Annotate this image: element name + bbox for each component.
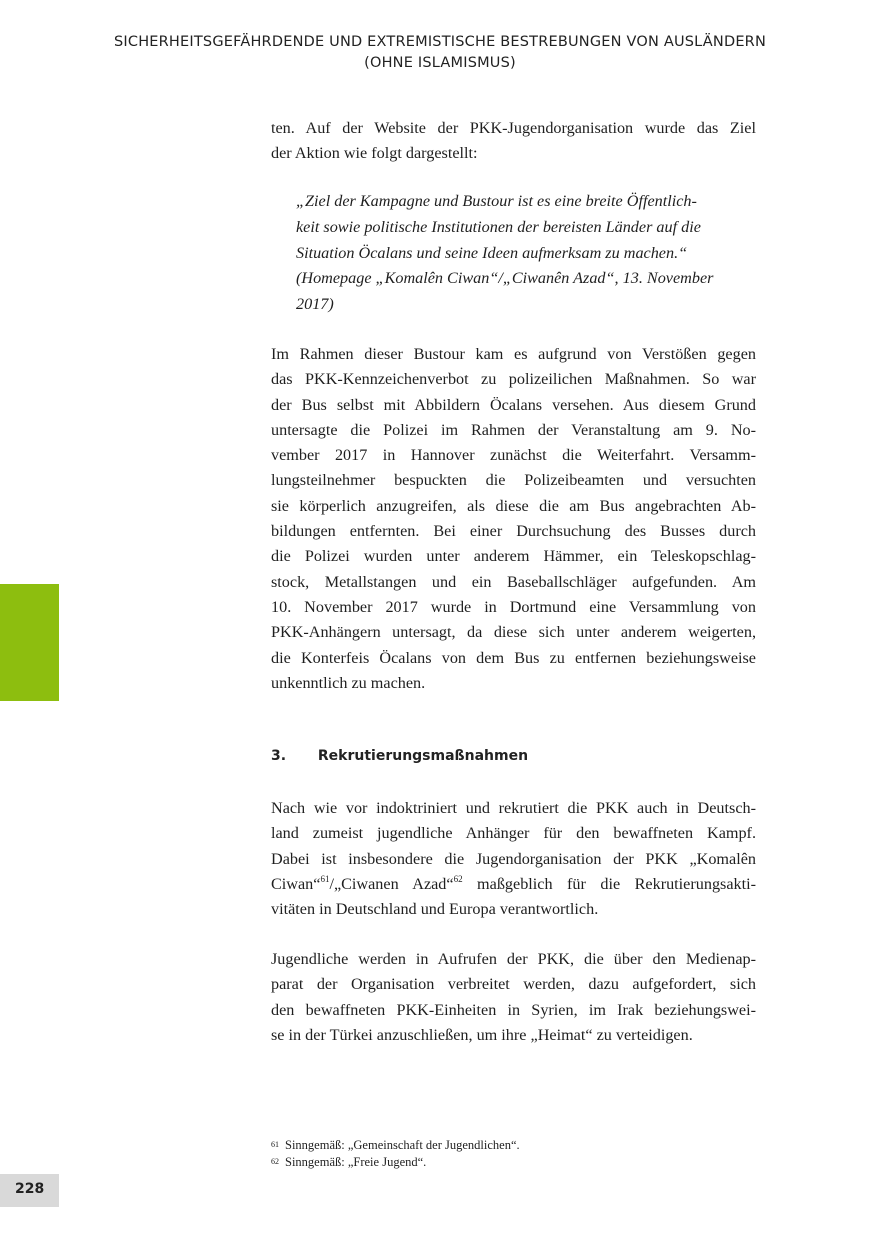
section-number: 3. [271,748,287,764]
text-line: untersagte die Polizei im Rahmen der Veranstaltung am 9. No- [271,420,756,439]
text-line: sie körperlich anzugreifen, als diese die am Bus angebrachten Ab- [271,496,756,515]
footnote-61 [271,1137,756,1154]
text-line: der Aktion wie folgt dargestellt: [271,144,478,163]
text-line: parat der Organisation verbreitet werden, dazu aufgefordert, sich [271,975,756,994]
section-title: Rekrutierungsmaßnahmen [317,748,529,764]
running-header-line1: SICHERHEITSGEFÄHRDENDE UND EXTREMISTISCHE BESTREBUNGEN VON AUSLÄNDERN [113,34,767,50]
footnote-mark: 61 [271,1140,279,1149]
footnote-text: Sinngemäß: „Freie Jugend“. [285,1155,427,1169]
text-line: lungsteilnehmer bespuckten die Polizeibeamten und versuchten [271,471,756,490]
paragraph-youth-calls [271,947,756,1048]
footnote-text: Sinngemäß: „Gemeinschaft der Jugendlichen“. [285,1138,520,1152]
block-quote [296,189,738,318]
text-line-with-footnotes [271,872,756,897]
chapter-color-tab [0,584,59,701]
paragraph-recruitment [271,796,756,922]
text-fragment: maßgeblich für die Rekrutierungsakti- [462,874,756,893]
footnote-ref-61[interactable]: 61 [320,873,330,884]
text-line: das PKK-Kennzeichenverbot zu polizeilichen Maßnahmen. So war [271,370,756,389]
text-line: die Konterfeis Öcalans von dem Bus zu entfernen beziehungsweise [271,648,756,667]
quote-line: 2017) [296,295,334,314]
quote-line: „Ziel der Kampagne und Bustour ist es eine breite Öffentlich- [296,192,697,210]
paragraph-bustour [271,342,756,696]
footnote-ref-62[interactable]: 62 [453,873,463,884]
text-line: vitäten in Deutschland und Europa verantwortlich. [271,900,599,919]
text-line: Jugendliche werden in Aufrufen der PKK, die über den Medienap- [271,950,756,968]
text-line: Dabei ist insbesondere die Jugendorganisation der PKK „Komalên [271,849,756,868]
text-line: Nach wie vor indoktriniert und rekrutiert die PKK auch in Deutsch- [271,799,756,817]
text-line: stock, Metallstangen und ein Baseballschläger aufgefunden. Am [271,572,756,591]
text-line: vember 2017 in Hannover zunächst die Weiterfahrt. Versamm- [271,446,756,465]
text-line: bildungen entfernten. Bei einer Durchsuchung des Busses durch [271,522,756,541]
page-number: 228 [15,1181,45,1197]
quote-line: Situation Öcalans und seine Ideen aufmerksam zu machen.“ [296,243,688,262]
section-heading [271,748,528,764]
text-line: der Bus selbst mit Abbildern Öcalans versehen. Aus diesem Grund [271,395,756,414]
running-header [60,32,820,74]
quote-line: keit sowie politische Institutionen der bereisten Länder auf die [296,217,701,236]
footnote-mark: 62 [271,1157,279,1166]
paragraph-intro [271,116,756,167]
text-line: die Polizei wurden unter anderem Hämmer, ein Teleskopschlag- [271,547,756,566]
text-line: ten. Auf der Website der PKK-Jugendorganisation wurde das Ziel [271,119,756,137]
quote-line: (Homepage „Komalên Ciwan“/„Ciwanên Azad“, 13. November [296,269,714,288]
text-fragment: Ciwan“ [271,874,321,893]
footnotes [271,1137,756,1171]
text-line: PKK-Anhängern untersagt, da diese sich unter anderem weigerten, [271,623,756,642]
page-number-box [0,1174,59,1207]
text-fragment: /„Ciwanen Azad“ [329,874,454,893]
text-line: se in der Türkei anzuschließen, um ihre „Heimat“ zu verteidigen. [271,1025,693,1044]
text-line: den bewaffneten PKK-Einheiten in Syrien, im Irak beziehungswei- [271,1000,756,1019]
text-line: land zumeist jugendliche Anhänger für den bewaffneten Kampf. [271,824,756,843]
running-header-line2: (OHNE ISLAMISMUS) [364,55,516,71]
footnote-62 [271,1154,756,1171]
text-line: unkenntlich zu machen. [271,673,426,692]
text-line: 10. November 2017 wurde in Dortmund eine Versammlung von [271,597,756,616]
text-line: Im Rahmen dieser Bustour kam es aufgrund von Verstößen gegen [271,345,756,363]
